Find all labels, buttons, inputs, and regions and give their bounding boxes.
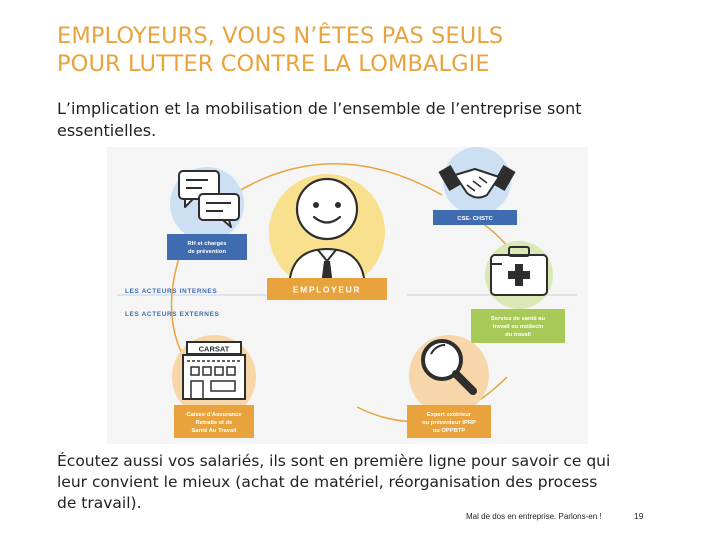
intro-line-1: L’implication et la mobilisation de l’ensemble de l’entreprise sont [57, 99, 582, 118]
rh-actor-label [167, 234, 247, 260]
carsat-actor-label [174, 405, 254, 438]
employer-character-icon [269, 174, 385, 290]
magnifier-icon [409, 335, 489, 415]
first-aid-kit-icon [485, 241, 553, 309]
rh-label-line-2: de prévention [187, 249, 227, 255]
closing-paragraph [57, 451, 627, 514]
actors-illustration [107, 147, 588, 444]
sante-label-line-1: Service de santé au [490, 316, 546, 322]
rh-label-line-1: RH et chargés [187, 241, 227, 247]
cse-label: CSE- CHSTC [457, 216, 493, 222]
external-actors-label: LES ACTEURS EXTERNES [125, 311, 220, 318]
carsat-label-line-2: Retraite et de [195, 420, 233, 426]
footer-text: Mal de dos en entreprise. Parlons-en ! [466, 512, 602, 521]
page-title-line-1: EMPLOYEURS, VOUS N’ÊTES PAS SEULS [57, 23, 504, 49]
closing-line-1: Écoutez aussi vos salariés, ils sont en première ligne pour savoir ce qui [57, 452, 611, 470]
sante-actor-label [471, 309, 565, 343]
internal-actors-label: LES ACTEURS INTERNES [125, 288, 218, 295]
expert-label-line-2: ou préventeur IPRP [422, 420, 476, 426]
actors-diagram [107, 147, 588, 444]
speech-bubbles-icon [170, 167, 244, 241]
expert-actor-label [407, 405, 491, 438]
intro-line-2: essentielles. [57, 121, 157, 140]
page-title-line-2: POUR LUTTER CONTRE LA LOMBALGIE [57, 51, 490, 77]
sante-label-line-2: travail ou médecin [492, 324, 544, 330]
page-number: 19 [634, 511, 644, 521]
expert-label-line-1: Expert extérieur [426, 412, 472, 418]
cse-actor-label [433, 210, 517, 225]
page-title [57, 22, 657, 78]
employer-banner [267, 278, 387, 300]
sante-label-line-3: du travail [505, 332, 531, 338]
intro-paragraph [57, 98, 617, 142]
expert-label-line-3: ou OPPBTP [432, 428, 466, 434]
carsat-sign: CARSAT [198, 344, 230, 354]
closing-line-2: leur convient le mieux (achat de matériel, réorganisation des process [57, 473, 598, 491]
employer-label: EMPLOYEUR [292, 284, 362, 295]
carsat-label-line-1: Caisse d’Assurance [186, 412, 242, 418]
closing-line-3: de travail). [57, 494, 142, 512]
carsat-label-line-3: Santé Au Travail [191, 428, 237, 434]
